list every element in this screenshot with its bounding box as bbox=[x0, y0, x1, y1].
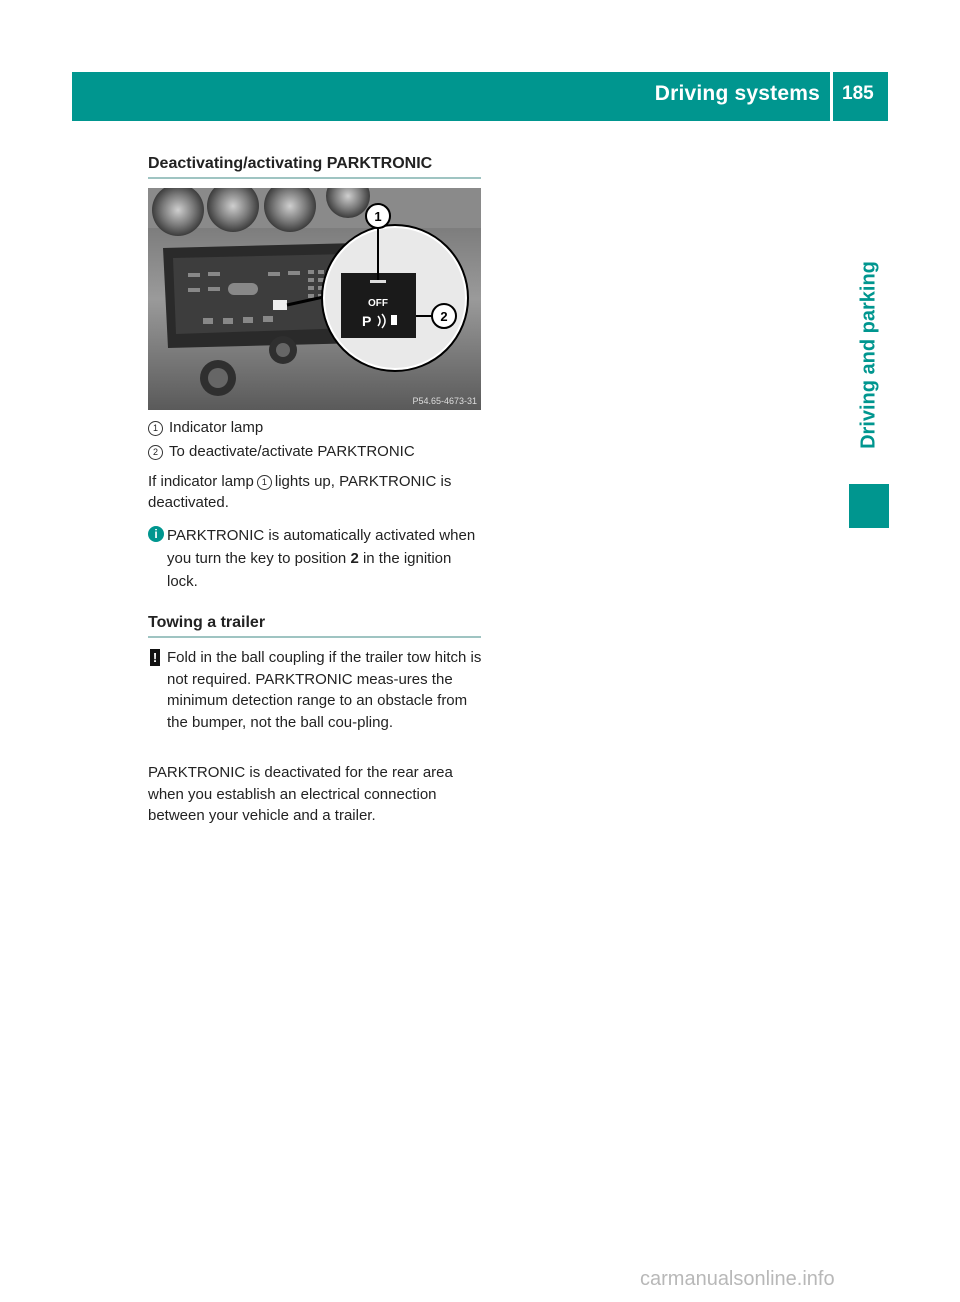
heading-rule bbox=[148, 636, 481, 638]
parktronic-figure bbox=[148, 188, 481, 410]
callout-2: 2 bbox=[440, 309, 448, 324]
figure-code: P54.65-4673-31 bbox=[412, 396, 477, 406]
warning-text: Fold in the ball coupling if the trailer tow hitch is not required. PARKTRONIC meas-ures the minimum detection range to an obstacle from the bumper, not the ball cou-pling. bbox=[167, 649, 482, 731]
page-header bbox=[72, 72, 888, 121]
legend-text: To deactivate/activate PARKTRONIC bbox=[169, 443, 415, 460]
paragraph-indicator bbox=[148, 471, 482, 513]
chapter-marker bbox=[849, 484, 889, 528]
parktronic-button-small bbox=[273, 300, 287, 310]
section-heading-parktronic: Deactivating/activating PARKTRONIC bbox=[148, 155, 433, 172]
warning-icon: ! bbox=[150, 649, 160, 666]
paragraph-trailer: PARKTRONIC is deactivated for the rear area when you establish an electrical connection between your vehicle and a trailer. bbox=[148, 764, 453, 824]
info-note bbox=[148, 524, 482, 593]
section-heading-towing: Towing a trailer bbox=[148, 614, 266, 631]
legend-text: Indicator lamp bbox=[169, 419, 264, 436]
chapter-tab-label: Driving and parking bbox=[857, 261, 880, 449]
heading-rule bbox=[148, 177, 481, 179]
header-divider bbox=[830, 72, 833, 121]
inline-ref-number: 1 bbox=[257, 475, 272, 490]
button-p-label: P bbox=[362, 313, 372, 329]
paragraph-text: If indicator lamp bbox=[148, 473, 254, 490]
note-text: in the ignition lock. bbox=[167, 550, 452, 590]
chapter-tab bbox=[849, 230, 889, 480]
paragraph-text: lights up, PARKTRONIC is deactivated. bbox=[148, 473, 452, 511]
section-title: Driving systems bbox=[654, 82, 820, 105]
legend-number: 1 bbox=[148, 421, 163, 436]
footer-watermark: carmanualsonline.info bbox=[640, 1268, 835, 1290]
note-bold-value: 2 bbox=[350, 550, 359, 567]
legend-item bbox=[148, 441, 482, 462]
button-off-label: OFF bbox=[368, 298, 388, 309]
legend-number: 2 bbox=[148, 445, 163, 460]
page-number: 185 bbox=[842, 83, 874, 104]
info-icon: i bbox=[148, 526, 164, 542]
indicator-lamp bbox=[370, 280, 386, 283]
legend-item bbox=[148, 417, 482, 438]
callout-1: 1 bbox=[374, 209, 382, 224]
note-text: PARKTRONIC is automatically activated when you turn the key to position bbox=[167, 527, 476, 567]
info-note-text bbox=[148, 524, 482, 593]
warning-note bbox=[148, 647, 482, 733]
